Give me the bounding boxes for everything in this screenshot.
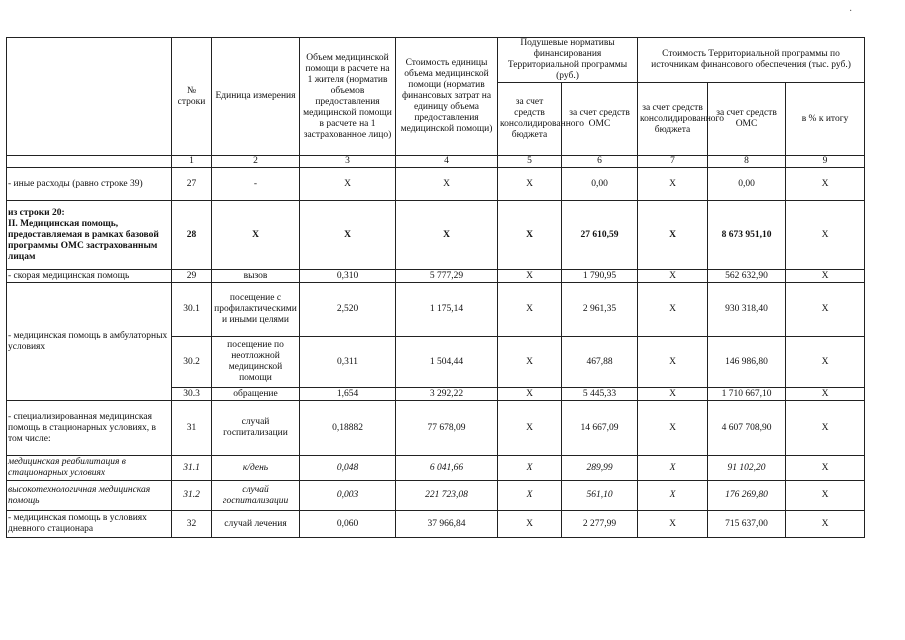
row-volume: 0,18882 — [300, 401, 396, 456]
col-number: 5 — [498, 156, 562, 168]
row-unit: случай госпитализации — [212, 481, 300, 511]
row-oms-per-capita: 5 445,33 — [562, 388, 638, 401]
col-number: 6 — [562, 156, 638, 168]
row-budget-per-capita: Х — [498, 201, 562, 270]
row-unit-cost: Х — [396, 201, 498, 270]
row-number: 30.2 — [172, 337, 212, 388]
header-program-cost-group: Стоимость Территориальной программы по источникам финансового обеспечения (тыс. руб.) — [638, 38, 865, 83]
row-volume: 0,003 — [300, 481, 396, 511]
row-unit: случай лечения — [212, 511, 300, 538]
row-percent: Х — [786, 270, 865, 283]
row-percent: Х — [786, 388, 865, 401]
row-percent: Х — [786, 511, 865, 538]
row-number: 28 — [172, 201, 212, 270]
table-row — [7, 283, 865, 337]
row-unit: посещение с профилактическими и иными целями — [212, 283, 300, 337]
header-volume: Объем медицинской помощи в расчете на 1 жителя (норматив объемов предоставления медицинской помощи в расчете на 1 застрахованное лицо) — [300, 38, 396, 156]
table-row — [7, 456, 865, 481]
row-volume: 1,654 — [300, 388, 396, 401]
row-percent: Х — [786, 201, 865, 270]
row-oms-per-capita: 289,99 — [562, 456, 638, 481]
row-budget-per-capita: Х — [498, 337, 562, 388]
header-oms-cost: за счет средств ОМС — [708, 83, 786, 156]
col-number: 8 — [708, 156, 786, 168]
row-oms-per-capita: 0,00 — [562, 168, 638, 201]
row-label: - медицинская помощь в амбулаторных условиях — [7, 283, 172, 401]
row-oms-per-capita: 2 277,99 — [562, 511, 638, 538]
row-budget-per-capita: Х — [498, 456, 562, 481]
table-row — [7, 401, 865, 456]
table-row — [7, 168, 865, 201]
row-unit: обращение — [212, 388, 300, 401]
row-volume: Х — [300, 201, 396, 270]
row-label: медицинская реабилитация в стационарных условиях — [7, 456, 172, 481]
row-oms-per-capita: 467,88 — [562, 337, 638, 388]
row-unit-cost: 1 175,14 — [396, 283, 498, 337]
row-oms-cost: 91 102,20 — [708, 456, 786, 481]
header-unit: Единица измерения — [212, 38, 300, 156]
row-unit: посещение по неотложной медицинской помощи — [212, 337, 300, 388]
row-percent: Х — [786, 168, 865, 201]
header-row-1 — [7, 38, 865, 83]
col-number: 2 — [212, 156, 300, 168]
row-volume: 0,311 — [300, 337, 396, 388]
row-budget-per-capita: Х — [498, 511, 562, 538]
row-oms-cost: 0,00 — [708, 168, 786, 201]
row-label: - медицинская помощь в условиях дневного стационара — [7, 511, 172, 538]
row-percent: Х — [786, 401, 865, 456]
row-label: из строки 20: II. Медицинская помощь, предоставляемая в рамках базовой программы ОМС застрахованным лицам — [7, 201, 172, 270]
row-number: 31.1 — [172, 456, 212, 481]
row-percent: Х — [786, 283, 865, 337]
row-label: - скорая медицинская помощь — [7, 270, 172, 283]
row-number: 32 — [172, 511, 212, 538]
row-unit-cost: 6 041,66 — [396, 456, 498, 481]
row-oms-cost: 8 673 951,10 — [708, 201, 786, 270]
table-row — [7, 270, 865, 283]
row-oms-per-capita: 14 667,09 — [562, 401, 638, 456]
row-budget-cost: Х — [638, 511, 708, 538]
header-row-number: № строки — [172, 38, 212, 156]
row-unit-cost: 77 678,09 — [396, 401, 498, 456]
row-oms-cost: 146 986,80 — [708, 337, 786, 388]
row-volume: 0,310 — [300, 270, 396, 283]
row-volume: 0,048 — [300, 456, 396, 481]
row-budget-per-capita: Х — [498, 283, 562, 337]
col-number: 7 — [638, 156, 708, 168]
row-oms-cost: 715 637,00 — [708, 511, 786, 538]
row-budget-cost: Х — [638, 337, 708, 388]
row-volume: 2,520 — [300, 283, 396, 337]
row-oms-per-capita: 27 610,59 — [562, 201, 638, 270]
header-unit-cost: Стоимость единицы объема медицинской помощи (норматив финансовых затрат на единицу объема предоставления медицинской помощи) — [396, 38, 498, 156]
col-number: 3 — [300, 156, 396, 168]
row-oms-cost: 176 269,80 — [708, 481, 786, 511]
row-number: 27 — [172, 168, 212, 201]
row-unit-cost: 37 966,84 — [396, 511, 498, 538]
scan-mark: · — [849, 6, 853, 17]
row-number: 30.3 — [172, 388, 212, 401]
row-unit-cost: 5 777,29 — [396, 270, 498, 283]
column-number-row — [7, 156, 865, 168]
row-number: 30.1 — [172, 283, 212, 337]
row-budget-cost: Х — [638, 168, 708, 201]
row-budget-cost: Х — [638, 270, 708, 283]
row-oms-cost: 562 632,90 — [708, 270, 786, 283]
row-volume: 0,060 — [300, 511, 396, 538]
row-percent: Х — [786, 456, 865, 481]
row-label: высокотехнологичная медицинская помощь — [7, 481, 172, 511]
col-number: 4 — [396, 156, 498, 168]
header-consolidated-budget-cost: за счет средств консолидированного бюджета — [638, 83, 708, 156]
table-row — [7, 511, 865, 538]
row-unit-cost: 1 504,44 — [396, 337, 498, 388]
header-oms-per-capita: за счет средств ОМС — [562, 83, 638, 156]
row-unit-cost: 221 723,08 — [396, 481, 498, 511]
row-percent: Х — [786, 337, 865, 388]
row-percent: Х — [786, 481, 865, 511]
row-unit: - — [212, 168, 300, 201]
row-budget-cost: Х — [638, 456, 708, 481]
row-budget-cost: Х — [638, 481, 708, 511]
financing-table — [6, 37, 865, 538]
row-unit-cost: Х — [396, 168, 498, 201]
row-budget-per-capita: Х — [498, 401, 562, 456]
col-number: 9 — [786, 156, 865, 168]
row-oms-cost: 1 710 667,10 — [708, 388, 786, 401]
row-oms-per-capita: 2 961,35 — [562, 283, 638, 337]
row-unit: случай госпитализации — [212, 401, 300, 456]
row-budget-cost: Х — [638, 401, 708, 456]
header-percent-total: в % к итогу — [786, 83, 865, 156]
row-oms-per-capita: 1 790,95 — [562, 270, 638, 283]
row-budget-cost: Х — [638, 388, 708, 401]
col-number-blank — [7, 156, 172, 168]
row-unit: вызов — [212, 270, 300, 283]
row-budget-per-capita: Х — [498, 168, 562, 201]
row-label: - специализированная медицинская помощь в стационарных условиях, в том числе: — [7, 401, 172, 456]
table-row — [7, 201, 865, 270]
row-number: 31.2 — [172, 481, 212, 511]
row-oms-cost: 930 318,40 — [708, 283, 786, 337]
header-per-capita-group: Подушевые нормативы финансирования Территориальной программы (руб.) — [498, 38, 638, 83]
header-blank — [7, 38, 172, 156]
row-unit-cost: 3 292,22 — [396, 388, 498, 401]
row-number: 31 — [172, 401, 212, 456]
row-unit: к/день — [212, 456, 300, 481]
row-oms-per-capita: 561,10 — [562, 481, 638, 511]
row-budget-per-capita: Х — [498, 270, 562, 283]
header-consolidated-budget-per-capita: за счет средств консолидированного бюджета — [498, 83, 562, 156]
row-number: 29 — [172, 270, 212, 283]
col-number: 1 — [172, 156, 212, 168]
row-budget-cost: Х — [638, 283, 708, 337]
row-unit: Х — [212, 201, 300, 270]
row-volume: Х — [300, 168, 396, 201]
row-budget-per-capita: Х — [498, 481, 562, 511]
row-budget-per-capita: Х — [498, 388, 562, 401]
row-oms-cost: 4 607 708,90 — [708, 401, 786, 456]
row-label: - иные расходы (равно строке 39) — [7, 168, 172, 201]
row-budget-cost: Х — [638, 201, 708, 270]
table-row — [7, 481, 865, 511]
